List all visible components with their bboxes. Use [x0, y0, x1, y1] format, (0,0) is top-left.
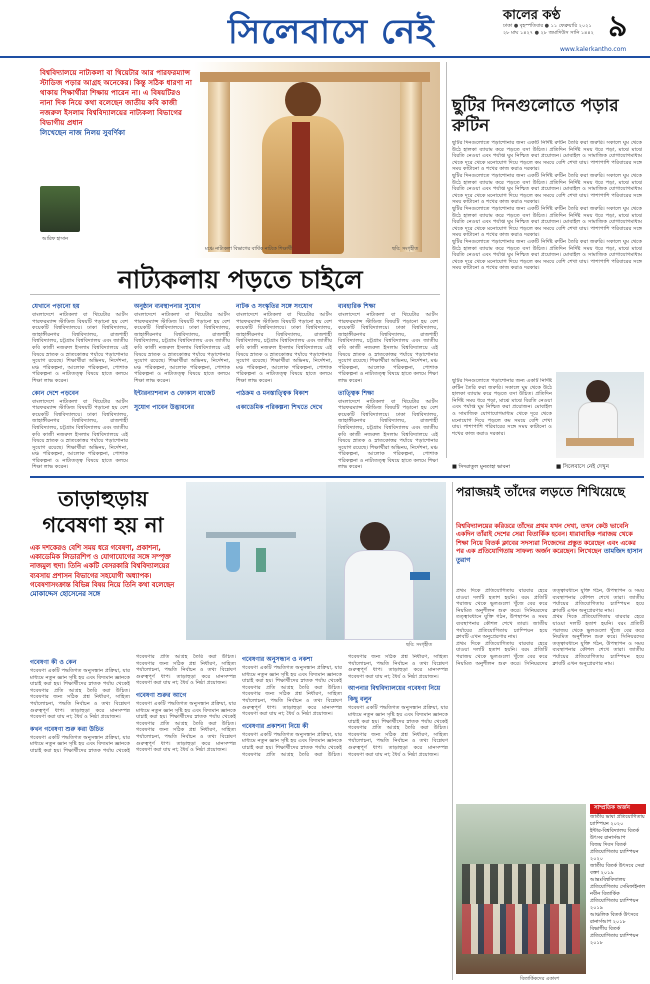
author-photo: [40, 186, 80, 232]
achievement-item: বিজয় দিবস বিতর্ক প্রতিযোগিতায় চ্যাম্পিয়ন ২০২০: [590, 842, 639, 862]
lead-intro-block: [40, 68, 195, 138]
right-headline: ছুটির দিনগুলোতে পড়ার রুটিন: [452, 96, 619, 136]
debate-group-photo: [456, 804, 586, 974]
lead-col2-text1: বাংলাদেশে নাট্যকলা বা থিয়েটার আর্টস পারফরম্যান্স স্টাডিজ বিষয়টি পড়ানো হয় বেশ কয়েকটি বিশ্ববিদ্যালয়ে। ঢাকা বিশ্ববিদ্যালয়, জাহাঙ্গীরনগর বিশ্ববিদ্যালয়, রাজশাহী বিশ্ববিদ্যালয়, চট্টগ্রাম বিশ্ববিদ্যালয় এবং জাতীয় কবি কাজী নজরুল ইসলাম বিশ্ববিদ্যালয়ে এই বিষয়ে স্নাতক ও স্নাতকোত্তর পর্যায়ে পড়াশোনার সুযোগ রয়েছে। শিক্ষার্থীরা অভিনয়, নির্দেশনা, মঞ্চ পরিকল্পনা, আলোক পরিকল্পনা, পোশাক পরিকল্পনা ও নাট্যতত্ত্ব বিষয়ে হাতে কলমে শিক্ষা লাভ করেন।: [134, 312, 230, 384]
research-text5: গবেষণা একটি পদ্ধতিগত অনুসন্ধান প্রক্রিয়া, যার মাধ্যমে নতুন জ্ঞান সৃষ্টি হয় এবং বিদ্যমান জ্ঞানকে যাচাই করা হয়। শিক্ষার্থীদের স্নাতক পর্যায় থেকেই গবেষণার প্রতি আগ্রহ তৈরি করা উচিত। গবেষণার জন্য সঠিক প্রশ্ন নির্ধারণ, সাহিত্য পর্যালোচনা, পদ্ধতি নির্বাচন ও তথ্য বিশ্লেষণ গুরুত্বপূর্ণ ধাপ। তাড়াহুড়া করে মানসম্পন্ন গবেষণা করা যায় না; ধৈর্য ও নিষ্ঠা প্রয়োজন।: [242, 654, 448, 758]
lead-col4-text1: বাংলাদেশে নাট্যকলা বা থিয়েটার আর্টস পারফরম্যান্স স্টাডিজ বিষয়টি পড়ানো হয় বেশ কয়েকটি বিশ্ববিদ্যালয়ে। ঢাকা বিশ্ববিদ্যালয়, জাহাঙ্গীরনগর বিশ্ববিদ্যালয়, রাজশাহী বিশ্ববিদ্যালয়, চট্টগ্রাম বিশ্ববিদ্যালয় এবং জাতীয় কবি কাজী নজরুল ইসলাম বিশ্ববিদ্যালয়ে এই বিষয়ে স্নাতক ও স্নাতকোত্তর পর্যায়ে পড়াশোনার সুযোগ রয়েছে। শিক্ষার্থীরা অভিনয়, নির্দেশনা, মঞ্চ পরিকল্পনা, আলোক পরিকল্পনা, পোশাক পরিকল্পনা ও নাট্যতত্ত্ব বিষয়ে হাতে কলমে শিক্ষা লাভ করেন।: [338, 312, 438, 384]
research-photo-right: [326, 482, 446, 640]
lead-col2-sub1: অনুষ্ঠান ব্যবস্থাপনার সুযোগ: [134, 303, 201, 310]
achievement-item: ইন্টার-বিশ্ববিদ্যালয় বিতর্ক উৎসব রানার্সআপ: [590, 828, 640, 841]
debate-intro: বিশ্ববিদ্যালয়ের করিডরে তাঁদের প্রথম যখন দেখা, তখন কেউ ভাবেনি একদিন তাঁরাই দেশের সেরা বিতার্কিক হবেন। ধারাবাহিক পরাজয় থেকে শিক্ষা নিয়ে বিতর্ক ক্লাবের সদস্যরা নিজেদের প্রস্তুত করেছেন এবং একের পর এক প্রতিযোগিতায় সাফল্য অর্জন করেছেন। লিখেছেন: [456, 522, 636, 556]
tube-icon: [256, 548, 266, 572]
debate-text3: প্রথম দিকে প্রতিযোগিতায় বারবার হেরে যাওয়া দলটি হতাশ হয়নি। বরং প্রতিটি পরাজয় থেকে ভুলগুলো খুঁজে বের করে নিয়মিত অনুশীলন শুরু করে। সিনিয়রদের তত্ত্বাবধানে যুক্তি গঠন, উপস্থাপন ও সময় ব্যবস্থাপনার কৌশল শেখে তারা। জাতীয় পর্যায়ের প্রতিযোগিতায় চ্যাম্পিয়ন হয়ে ক্লাবটি এখন অনুপ্রেরণার নাম।: [552, 614, 644, 667]
right-body-3: ছুটির দিনগুলোতে পড়াশোনার জন্য একটি নির্দিষ্ট রুটিন তৈরি করা জরুরি। সকালে ঘুম থেকে উঠে হালকা ব্যায়াম করে পড়তে বসা উচিত। প্রতিদিন নির্দিষ্ট সময় ধরে পড়া, মাঝে মাঝে বিরতি নেওয়া এবং পর্যাপ্ত ঘুম নিশ্চিত করা প্রয়োজন। মোবাইল ও সামাজিক যোগাযোগমাধ্যম থেকে দূরে থেকে মনোযোগ দিয়ে পড়লে কম সময়ে বেশি শেখা যায়। পাশাপাশি পরিবারের সঙ্গে সময় কাটানো ও শখের কাজ করাও দরকার।: [452, 205, 642, 239]
lead-col1-text2: বাংলাদেশে নাট্যকলা বা থিয়েটার আর্টস পারফরম্যান্স স্টাডিজ বিষয়টি পড়ানো হয় বেশ কয়েকটি বিশ্ববিদ্যালয়ে। ঢাকা বিশ্ববিদ্যালয়, জাহাঙ্গীরনগর বিশ্ববিদ্যালয়, রাজশাহী বিশ্ববিদ্যালয়, চট্টগ্রাম বিশ্ববিদ্যালয় এবং জাতীয় কবি কাজী নজরুল ইসলাম বিশ্ববিদ্যালয়ে এই বিষয়ে স্নাতক ও স্নাতকোত্তর পর্যায়ে পড়াশোনার সুযোগ রয়েছে। শিক্ষার্থীরা অভিনয়, নির্দেশনা, মঞ্চ পরিকল্পনা, আলোক পরিকল্পনা, পোশাক পরিকল্পনা ও নাট্যতত্ত্ব বিষয়ে হাতে কলমে শিক্ষা লাভ করেন।: [32, 398, 128, 471]
lead-col4-sub2: তাত্ত্বিক শিক্ষা: [338, 389, 374, 397]
right-body-4: ছুটির দিনগুলোতে পড়াশোনার জন্য একটি নির্দিষ্ট রুটিন তৈরি করা জরুরি। সকালে ঘুম থেকে উঠে হালকা ব্যায়াম করে পড়তে বসা উচিত। প্রতিদিন নির্দিষ্ট সময় ধরে পড়া, মাঝে মাঝে বিরতি নেওয়া এবং পর্যাপ্ত ঘুম নিশ্চিত করা প্রয়োজন। মোবাইল ও সামাজিক যোগাযোগমাধ্যম থেকে দূরে থেকে মনোযোগ দিয়ে পড়লে কম সময়ে বেশি শেখা যায়। পাশাপাশি পরিবারের সঙ্গে সময় কাটানো ও শখের কাজ করাও দরকার।: [452, 238, 642, 272]
research-body: [30, 654, 448, 980]
masthead-rule: [0, 56, 650, 58]
lead-author-line: লিখেছেন নাজ নিলয় সুবর্ণিকা: [40, 128, 126, 137]
lead-col1-sub2: কোন দেশে পড়বেন: [32, 389, 79, 397]
lead-col-1: [32, 298, 128, 471]
column-right: [400, 72, 422, 252]
research-sub1: গবেষণা কী ও কেন: [30, 659, 77, 666]
flask-icon: [226, 542, 240, 572]
pipette-icon: [410, 572, 430, 580]
actor-head: [285, 82, 321, 118]
date-line-1: ঢাকা ● বৃহস্পতিবার ● ১১ ফেব্রুয়ারি ২০২১: [503, 23, 592, 29]
lead-col4-sub1: ব্যবহারিক শিক্ষা: [338, 303, 376, 310]
achievements-box: [590, 804, 646, 976]
lab-shelf: [206, 532, 296, 538]
debaters-row-back: [462, 864, 580, 904]
paper-logo: কালের কণ্ঠ: [503, 8, 561, 23]
debate-body: [456, 588, 644, 798]
desk: [566, 438, 634, 446]
lead-col-3: [236, 298, 332, 413]
achievements-title: সাম্প্রতিক অর্জন: [590, 804, 646, 814]
student-photo: [556, 372, 644, 458]
right-body-5: ছুটির দিনগুলোতে পড়াশোনার জন্য একটি নির্দিষ্ট রুটিন তৈরি করা জরুরি। সকালে ঘুম থেকে উঠে হালকা ব্যায়াম করে পড়তে বসা উচিত। প্রতিদিন নির্দিষ্ট সময় ধরে পড়া, মাঝে মাঝে বিরতি নেওয়া এবং পর্যাপ্ত ঘুম নিশ্চিত করা প্রয়োজন। মোবাইল ও সামাজিক যোগাযোগমাধ্যম থেকে দূরে থেকে মনোযোগ দিয়ে পড়লে কম সময়ে বেশি শেখা যায়। পাশাপাশি পরিবারের সঙ্গে সময় কাটানো ও শখের কাজ করাও দরকার।: [452, 378, 552, 437]
lead-col1-text1: বাংলাদেশে নাট্যকলা বা থিয়েটার আর্টস পারফরম্যান্স স্টাডিজ বিষয়টি পড়ানো হয় বেশ কয়েকটি বিশ্ববিদ্যালয়ে। ঢাকা বিশ্ববিদ্যালয়, জাহাঙ্গীরনগর বিশ্ববিদ্যালয়, রাজশাহী বিশ্ববিদ্যালয়, চট্টগ্রাম বিশ্ববিদ্যালয় এবং জাতীয় কবি কাজী নজরুল ইসলাম বিশ্ববিদ্যালয়ে এই বিষয়ে স্নাতক ও স্নাতকোত্তর পর্যায়ে পড়াশোনার সুযোগ রয়েছে। শিক্ষার্থীরা অভিনয়, নির্দেশনা, মঞ্চ পরিকল্পনা, আলোক পরিকল্পনা, পোশাক পরিকল্পনা ও নাট্যতত্ত্ব বিষয়ে হাতে কলমে শিক্ষা লাভ করেন।: [32, 312, 128, 384]
debate-headline: পরাজয়ই তাঁদের লড়তে শিখিয়েছে: [456, 484, 625, 499]
right-divider: [446, 62, 447, 458]
right-body-1: ছুটির দিনগুলোতে পড়াশোনার জন্য একটি নির্দিষ্ট রুটিন তৈরি করা জরুরি। সকালে ঘুম থেকে উঠে হালকা ব্যায়াম করে পড়তে বসা উচিত। প্রতিদিন নির্দিষ্ট সময় ধরে পড়া, মাঝে মাঝে বিরতি নেওয়া এবং পর্যাপ্ত ঘুম নিশ্চিত করা প্রয়োজন। মোবাইল ও সামাজিক যোগাযোগমাধ্যম থেকে দূরে থেকে মনোযোগ দিয়ে পড়লে কম সময়ে বেশি শেখা যায়। পাশাপাশি পরিবারের সঙ্গে সময় কাটানো ও শখের কাজ করাও দরকার।: [452, 140, 642, 173]
research-text2: গবেষণা একটি পদ্ধতিগত অনুসন্ধান প্রক্রিয়া, যার মাধ্যমে নতুন জ্ঞান সৃষ্টি হয় এবং বিদ্যমান জ্ঞানকে যাচাই করা হয়। শিক্ষার্থীদের স্নাতক পর্যায় থেকেই গবেষণার প্রতি আগ্রহ তৈরি করা উচিত। গবেষণার জন্য সঠিক প্রশ্ন নির্ধারণ, সাহিত্য পর্যালোচনা, পদ্ধতি নির্বাচন ও তথ্য বিশ্লেষণ গুরুত্বপূর্ণ ধাপ। তাড়াহুড়া করে মানসম্পন্ন গবেষণা করা যায় না; ধৈর্য ও নিষ্ঠা প্রয়োজন।: [30, 654, 236, 754]
lab-coat: [344, 550, 414, 640]
research-intro-block: [30, 544, 180, 599]
website[interactable]: www.kalerkantho.com: [560, 46, 627, 53]
debate-intro-block: [456, 522, 644, 564]
research-by: মোকাদ্দেস হোসেনের সঙ্গে: [30, 590, 100, 599]
lead-rule: [30, 294, 440, 295]
achievement-item: আঞ্চলিক বিতর্ক উৎসবে রানার্সআপ ২০১৮: [590, 912, 639, 925]
author-caption: আরিফ হাসান: [42, 237, 68, 242]
lead-col4-text2: বাংলাদেশে নাট্যকলা বা থিয়েটার আর্টস পারফরম্যান্স স্টাডিজ বিষয়টি পড়ানো হয় বেশ কয়েকটি বিশ্ববিদ্যালয়ে। ঢাকা বিশ্ববিদ্যালয়, জাহাঙ্গীরনগর বিশ্ববিদ্যালয়, রাজশাহী বিশ্ববিদ্যালয়, চট্টগ্রাম বিশ্ববিদ্যালয় এবং জাতীয় কবি কাজী নজরুল ইসলাম বিশ্ববিদ্যালয়ে এই বিষয়ে স্নাতক ও স্নাতকোত্তর পর্যায়ে পড়াশোনার সুযোগ রয়েছে। শিক্ষার্থীরা অভিনয়, নির্দেশনা, মঞ্চ পরিকল্পনা, আলোক পরিকল্পনা, পোশাক পরিকল্পনা ও নাট্যতত্ত্ব বিষয়ে হাতে কলমে শিক্ষা লাভ করেন।: [338, 398, 438, 471]
achievements-list: [590, 814, 646, 947]
research-sub4: গবেষণার অনুসন্ধান ও নকশা: [242, 656, 313, 663]
achievement-item: জাতীয় ভাষা প্রতিযোগিতায় চ্যাম্পিয়ন ২০২০: [590, 814, 645, 827]
right-body-cont: [452, 378, 552, 458]
page-number: ৯: [608, 9, 628, 44]
student-head: [586, 380, 610, 404]
debate-divider: [452, 482, 453, 980]
research-intro: এক দশকেরও বেশি সময় ধরে গবেষণা, প্রকাশনা, একাডেমিক লিডারশিপ ও যোগাযোগের সঙ্গে সম্পৃক্ত নাজমুল হুদা। তিনি একটি বেসরকারি বিশ্ববিদ্যালয়ের ব্যবসায় প্রশাসন বিভাগের সহযোগী অধ্যাপক। গবেষণাসংক্রান্ত বিভিন্ন বিষয় নিয়ে তিনি কথা বলেছেন: [30, 544, 175, 589]
right-byline: ■ সিদরাতুল মুনতাহা ভাবনা: [452, 464, 511, 470]
date-line-2: ২৮ মাঘ ১৪২৭ ● ২৮ জমাদিউস সানি ১৪৪২: [503, 30, 594, 36]
research-text6: গবেষণা একটি পদ্ধতিগত অনুসন্ধান প্রক্রিয়া, যার মাধ্যমে নতুন জ্ঞান সৃষ্টি হয় এবং বিদ্যমান জ্ঞানকে যাচাই করা হয়। শিক্ষার্থীদের স্নাতক পর্যায় থেকেই গবেষণার প্রতি আগ্রহ তৈরি করা উচিত। গবেষণার জন্য সঠিক প্রশ্ন নির্ধারণ, সাহিত্য পর্যালোচনা, পদ্ধতি নির্বাচন ও তথ্য বিশ্লেষণ গুরুত্বপূর্ণ ধাপ। তাড়াহুড়া করে মানসম্পন্ন গবেষণা করা যায় না; ধৈর্য ও নিষ্ঠা প্রয়োজন।: [348, 705, 448, 758]
debate-text2: প্রথম দিকে প্রতিযোগিতায় বারবার হেরে যাওয়া দলটি হতাশ হয়নি। বরং প্রতিটি পরাজয় থেকে ভুলগুলো খুঁজে বের করে নিয়মিত অনুশীলন শুরু করে। সিনিয়রদের তত্ত্বাবধানে যুক্তি গঠন, উপস্থাপন ও সময় ব্যবস্থাপনার কৌশল শেখে তারা। জাতীয় পর্যায়ের প্রতিযোগিতায় চ্যাম্পিয়ন হয়ে ক্লাবটি এখন অনুপ্রেরণার নাম।: [456, 588, 644, 667]
research-sub3: গবেষণা শুরুর আগে: [136, 691, 187, 699]
lead-headline: নাট্যকলায় পড়তে চাইলে: [118, 265, 363, 294]
lead-col3-sub2: পাঠক্রম ও মনস্তাত্ত্বিক বিকাশ: [236, 389, 309, 397]
scientist-head: [360, 522, 390, 552]
column-left: [208, 72, 230, 252]
research-headline: তাড়াহুড়ায় গবেষণা হয় না: [42, 486, 164, 537]
mid-rule: [30, 476, 644, 478]
lead-col1-sub1: যেখানে পড়ানো হয়: [32, 303, 80, 310]
section-title: সিলেবাসে নেই: [228, 12, 435, 52]
research-text3: গবেষণা একটি পদ্ধতিগত অনুসন্ধান প্রক্রিয়া, যার মাধ্যমে নতুন জ্ঞান সৃষ্টি হয় এবং বিদ্যমান জ্ঞানকে যাচাই করা হয়। শিক্ষার্থীদের স্নাতক পর্যায় থেকেই গবেষণার প্রতি আগ্রহ তৈরি করা উচিত। গবেষণার জন্য সঠিক প্রশ্ন নির্ধারণ, সাহিত্য পর্যালোচনা, পদ্ধতি নির্বাচন ও তথ্য বিশ্লেষণ গুরুত্বপূর্ণ ধাপ। তাড়াহুড়া করে মানসম্পন্ন গবেষণা করা যায় না; ধৈর্য ও নিষ্ঠা প্রয়োজন।: [136, 700, 236, 754]
debate-photo-caption: বিতার্কিকদের একাংশ: [520, 977, 560, 982]
research-photo-credit: ছবি: সংগৃহীত: [406, 643, 432, 648]
debate-by: তামজিদ হাসান তুরাগ: [456, 547, 643, 564]
right-body-block: [452, 140, 642, 370]
research-sub2: কখন গবেষণা শুরু করা উচিত: [30, 725, 104, 733]
right-body-2: ছুটির দিনগুলোতে পড়াশোনার জন্য একটি নির্দিষ্ট রুটিন তৈরি করা জরুরি। সকালে ঘুম থেকে উঠে হালকা ব্যায়াম করে পড়তে বসা উচিত। প্রতিদিন নির্দিষ্ট সময় ধরে পড়া, মাঝে মাঝে বিরতি নেওয়া এবং পর্যাপ্ত ঘুম নিশ্চিত করা প্রয়োজন। মোবাইল ও সামাজিক যোগাযোগমাধ্যম থেকে দূরে থেকে মনোযোগ দিয়ে পড়লে কম সময়ে বেশি শেখা যায়। পাশাপাশি পরিবারের সঙ্গে সময় কাটানো ও শখের কাজ করাও দরকার।: [452, 172, 642, 206]
lead-col-2: [134, 298, 230, 413]
research-sub6: আপনার বিশ্ববিদ্যালয়ের গবেষণা নিয়ে কিছু বলুন: [348, 685, 441, 704]
debaters-row-front: [462, 904, 580, 954]
actor-sash: [292, 122, 310, 254]
debate-text1: প্রথম দিকে প্রতিযোগিতায় বারবার হেরে যাওয়া দলটি হতাশ হয়নি। বরং প্রতিটি পরাজয় থেকে ভুলগুলো খুঁজে বের করে নিয়মিত অনুশীলন শুরু করে। সিনিয়রদের তত্ত্বাবধানে যুক্তি গঠন, উপস্থাপন ও সময় ব্যবস্থাপনার কৌশল শেখে তারা। জাতীয় পর্যায়ের প্রতিযোগিতায় চ্যাম্পিয়ন হয়ে ক্লাবটি এখন অনুপ্রেরণার নাম।: [456, 588, 548, 641]
achievement-item: নবীন বিতার্কিক প্রতিযোগিতায় চ্যাম্পিয়ন ২০১৯: [590, 891, 639, 911]
lead-col3-text1: বাংলাদেশে নাট্যকলা বা থিয়েটার আর্টস পারফরম্যান্স স্টাডিজ বিষয়টি পড়ানো হয় বেশ কয়েকটি বিশ্ববিদ্যালয়ে। ঢাকা বিশ্ববিদ্যালয়, জাহাঙ্গীরনগর বিশ্ববিদ্যালয়, রাজশাহী বিশ্ববিদ্যালয়, চট্টগ্রাম বিশ্ববিদ্যালয় এবং জাতীয় কবি কাজী নজরুল ইসলাম বিশ্ববিদ্যালয়ে এই বিষয়ে স্নাতক ও স্নাতকোত্তর পর্যায়ে পড়াশোনার সুযোগ রয়েছে। শিক্ষার্থীরা অভিনয়, নির্দেশনা, মঞ্চ পরিকল্পনা, আলোক পরিকল্পনা, পোশাক পরিকল্পনা ও নাট্যতত্ত্ব বিষয়ে হাতে কলমে শিক্ষা লাভ করেন।: [236, 312, 332, 384]
student-shirt: [578, 402, 618, 442]
lead-col-4: [338, 298, 438, 471]
lead-col2-sub2: ইন্টারন্যাশনাল ও ফোকাস বাজেট: [134, 389, 216, 397]
research-text4: গবেষণা একটি পদ্ধতিগত অনুসন্ধান প্রক্রিয়া, যার মাধ্যমে নতুন জ্ঞান সৃষ্টি হয় এবং বিদ্যমান জ্ঞানকে যাচাই করা হয়। শিক্ষার্থীদের স্নাতক পর্যায় থেকেই গবেষণার প্রতি আগ্রহ তৈরি করা উচিত। গবেষণার জন্য সঠিক প্রশ্ন নির্ধারণ, সাহিত্য পর্যালোচনা, পদ্ধতি নির্বাচন ও তথ্য বিশ্লেষণ গুরুত্বপূর্ণ ধাপ। তাড়াহুড়া করে মানসম্পন্ন গবেষণা করা যায় না; ধৈর্য ও নিষ্ঠা প্রয়োজন।: [242, 665, 342, 718]
lead-col2-sub3: সুযোগ পাবেন উদ্ভাবনের: [134, 403, 195, 411]
right-continued: ■ সিলেবাসে নেই দেখুন: [556, 464, 609, 470]
achievement-item: আন্তঃবিশ্ববিদ্যালয় প্রতিযোগিতায় সেমিফাইনাল: [590, 877, 646, 890]
achievement-item: জাতীয় বিতর্ক উৎসবে সেরা বক্তা ২০১৯: [590, 863, 645, 876]
lead-col3-sub1: নাটক ও সংস্কৃতির সঙ্গে সংযোগ: [236, 303, 313, 310]
achievement-item: বিভাগীয় বিতর্ক প্রতিযোগিতায় চ্যাম্পিয়ন ২০১৮: [590, 926, 639, 946]
lead-photo-credit: ছবি: সংগৃহীত: [392, 247, 418, 252]
lead-intro: বিশ্ববিদ্যালয়ে নাট্যকলা বা থিয়েটার আর পারফরম্যান্স স্টাডিজ পড়ার আগ্রহ অনেকের। কিন্তু সঠিক ধারণা না থাকায় শিক্ষার্থীরা শিক্ষায় পারেন না। এ বিষয়টিরও নানা দিক নিয়ে কথা বলেছেন জাতীয় কবি কাজী নজরুল ইসলাম বিশ্ববিদ্যালয়ের নাট্যকলা বিভাগের বিভাগীয় প্রধান: [40, 68, 192, 127]
research-photo-left: [186, 482, 326, 640]
lintel: [200, 72, 430, 82]
research-sub5: গবেষণার প্রকাশনা নিয়ে কী: [242, 722, 309, 730]
masthead: [0, 0, 650, 62]
lead-photo-caption: মঞ্চে নাট্যকলা বিভাগের বার্ষিক নাটকে শিক্ষার্থী: [205, 247, 293, 252]
lead-col3-sub3: একাডেমিক পরিকল্পনা শিখতে দেখে: [236, 403, 323, 411]
research-text1: গবেষণা একটি পদ্ধতিগত অনুসন্ধান প্রক্রিয়া, যার মাধ্যমে নতুন জ্ঞান সৃষ্টি হয় এবং বিদ্যমান জ্ঞানকে যাচাই করা হয়। শিক্ষার্থীদের স্নাতক পর্যায় থেকেই গবেষণার প্রতি আগ্রহ তৈরি করা উচিত। গবেষণার জন্য সঠিক প্রশ্ন নির্ধারণ, সাহিত্য পর্যালোচনা, পদ্ধতি নির্বাচন ও তথ্য বিশ্লেষণ গুরুত্বপূর্ণ ধাপ। তাড়াহুড়া করে মানসম্পন্ন গবেষণা করা যায় না; ধৈর্য ও নিষ্ঠা প্রয়োজন।: [30, 668, 130, 721]
